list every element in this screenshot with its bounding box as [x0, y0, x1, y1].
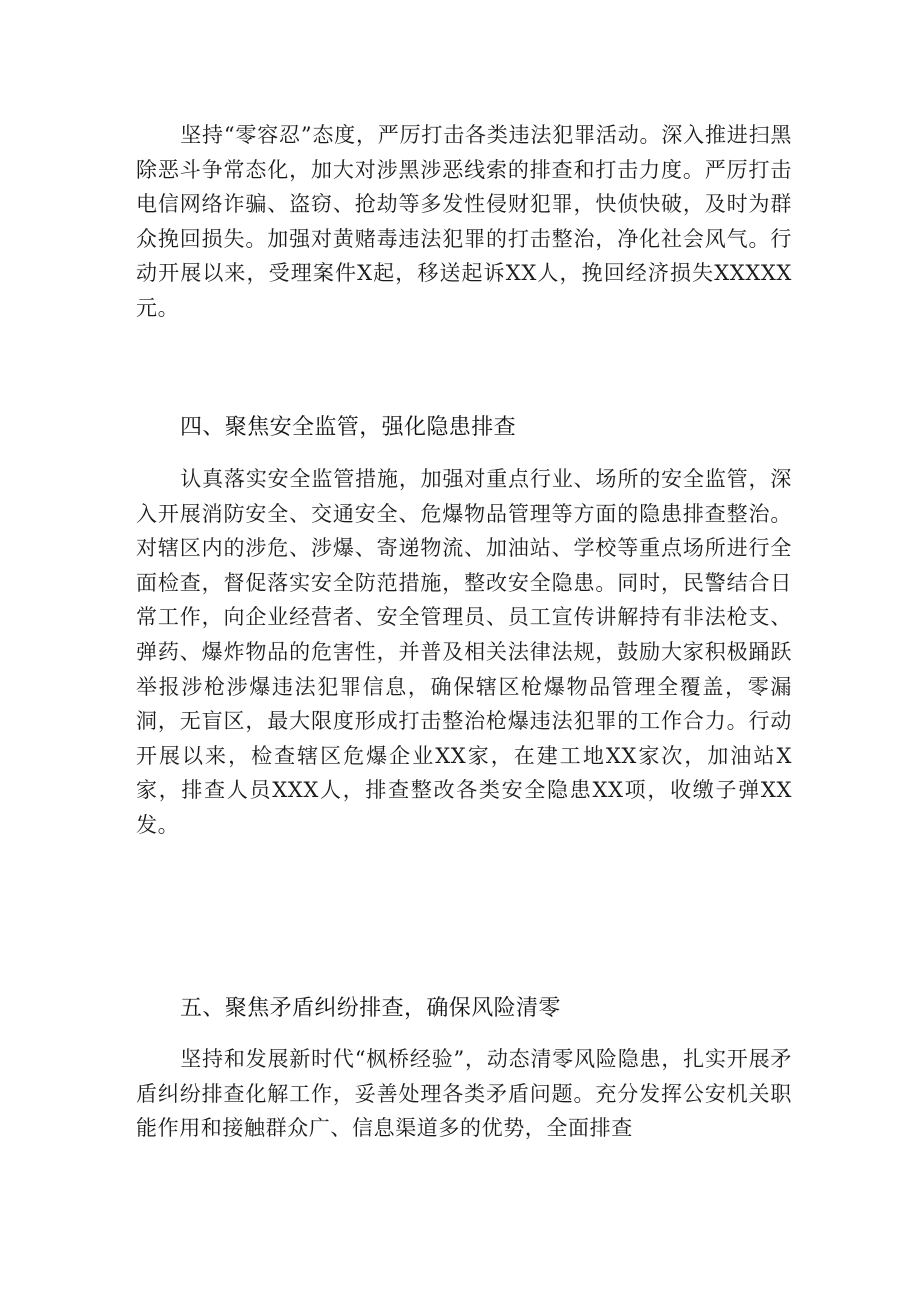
body-paragraph-1: [136, 118, 792, 326]
paragraph-2-text: 认真落实安全监管措施，加强对重点行业、场所的安全监管，深入开展消防安全、交通安全、危爆物品管理等方面的隐患排查整治。对辖区内的涉危、涉爆、寄递物流、加油站、学校等重点场所进行全面检查，督促落实安全防范措施，整改安全隐患。同时，民警结合日常工作，向企业经营者、安全管理员、员工宣传讲解持有非法枪支、弹药、爆炸物品的危害性，并普及相关法律法规，鼓励大家积极踊跃举报涉枪涉爆违法犯罪信息，确保辖区枪爆物品管理全覆盖，零漏洞，无盲区，最大限度形成打击整治枪爆违法犯罪的工作合力。行动开展以来，检查辖区危爆企业XX家，在建工地XX家次，加油站X家，排查人员XXX人，排查整改各类安全隐患XX项，收缴子弹XX发。: [136, 467, 792, 837]
body-paragraph-2: [136, 462, 792, 843]
section-heading-4: 四、聚焦安全监管，强化隐患排查: [180, 415, 517, 440]
section-heading-5: 五、聚焦矛盾纠纷排查，确保风险清零: [180, 996, 561, 1021]
paragraph-3-text: 坚持和发展新时代“枫桥经验”，动态清零风险隐患，扎实开展矛盾纠纷排查化解工作，妥善处理各类矛盾问题。充分发挥公安机关职能作用和接触群众广、信息渠道多的优势，全面排查: [136, 1047, 792, 1141]
body-paragraph-3: [136, 1042, 792, 1146]
paragraph-1-text: 坚持“零容忍”态度，严厉打击各类违法犯罪活动。深入推进扫黑除恶斗争常态化，加大对涉黑涉恶线索的排查和打击力度。严厉打击电信网络诈骗、盗窃、抢劫等多发性侵财犯罪，快侦快破，及时为群众挽回损失。加强对黄赌毒违法犯罪的打击整治，净化社会风气。行动开展以来，受理案件X起，移送起诉XX人，挽回经济损失XXXXX元。: [136, 123, 792, 320]
